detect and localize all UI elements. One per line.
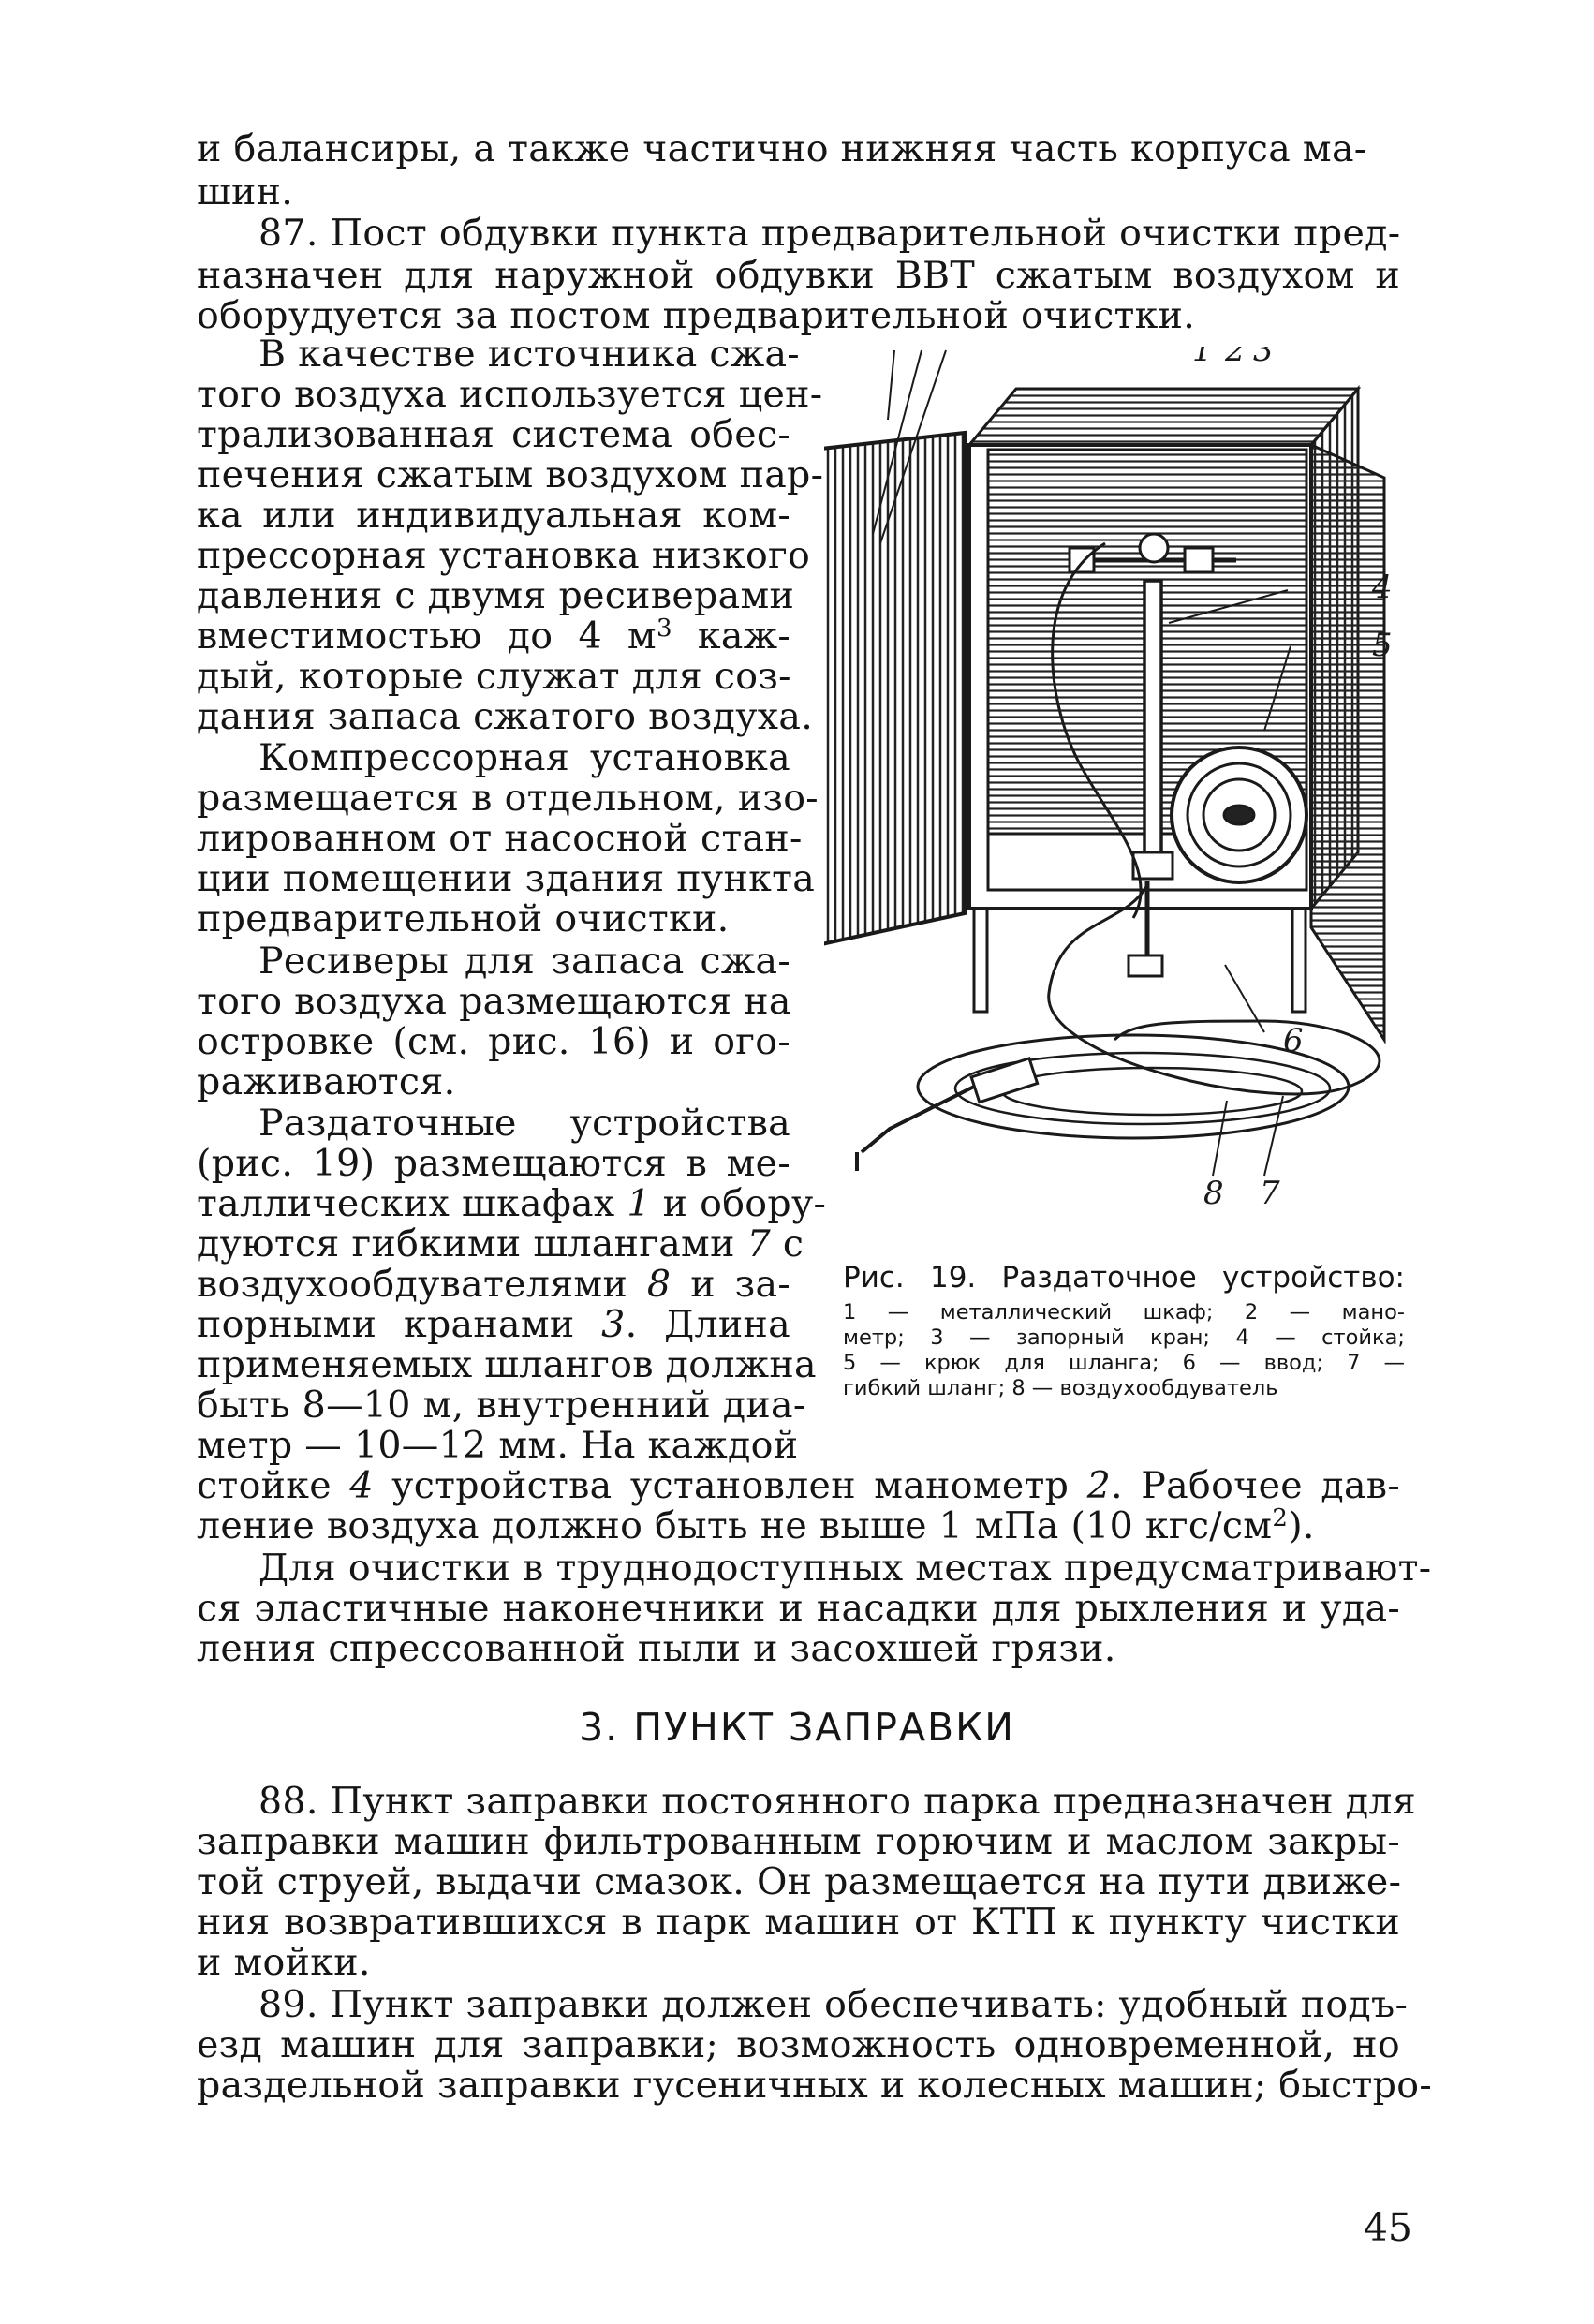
text-line: (рис. 19) размещаются в ме- [197, 1142, 790, 1185]
text-line: раздельной заправки гусеничных и колесных машин; быстро- [197, 2064, 1432, 2107]
text-line: того воздуха размещаются на [197, 980, 791, 1023]
text-line: и мойки. [197, 1941, 371, 1984]
text-line: островке (см. рис. 16) и ого- [197, 1020, 790, 1063]
figure-caption-title: Рис. 19. Раздаточное устройство: [843, 1261, 1405, 1295]
manometer [1140, 534, 1168, 562]
text-line: ния возвратившихся в парк машин от КТП к пункту чистки [197, 1901, 1400, 1944]
text-line: быть 8—10 м, внутренний диа- [197, 1384, 806, 1427]
label-3: 3 [1253, 347, 1274, 369]
air-blower [862, 1087, 974, 1152]
left-door [824, 433, 965, 946]
figure-19 [824, 347, 1433, 1236]
label-1: 1 [1192, 347, 1213, 369]
figure-caption-line: 1 — металлический шкаф; 2 — мано- [843, 1300, 1405, 1325]
text-line: шин. [197, 170, 294, 214]
text-line: заправки машин фильтрованным горючим и маслом закры- [197, 1820, 1400, 1863]
paragraph-88-start: 88. Пункт заправки постоянного парка предназначен для [258, 1780, 1416, 1823]
text-line: дый, которые служат для соз- [197, 655, 791, 698]
text-line: дуются гибкими шлангами 7 с [197, 1222, 804, 1266]
text-line: ления спрессованной пыли и засохшей грязи. [197, 1627, 1116, 1670]
stand-column [1144, 581, 1161, 862]
cabinet-top [969, 389, 1358, 445]
label-8: 8 [1203, 1175, 1224, 1212]
text-line: ка или индивидуальная ком- [197, 494, 790, 537]
label-2: 2 [1225, 347, 1246, 369]
figure-caption-line: гибкий шланг; 8 — воздухообдуватель [843, 1376, 1278, 1400]
text-line: таллических шкафах 1 и обору- [197, 1182, 827, 1225]
shutoff-valve [1185, 548, 1213, 572]
text-line: Компрессорная установка [258, 736, 790, 779]
text-line: давления с двумя ресиверами [197, 574, 795, 617]
text-line: воздухообдувателями 8 и за- [197, 1263, 790, 1306]
paragraph-89-start: 89. Пункт заправки должен обеспечивать: удобный подъ- [258, 1983, 1409, 2026]
text-line: ся эластичные наконечники и насадки для рыхления и уда- [197, 1587, 1400, 1630]
label-7: 7 [1260, 1175, 1280, 1212]
text-line: печения сжатым воздухом пар- [197, 453, 824, 496]
text-line: Для очистки в труднодоступных местах предусматривают- [258, 1547, 1432, 1590]
label-4: 4 [1372, 569, 1393, 606]
text-line: той струей, выдачи смазок. Он размещается на пути движе- [197, 1860, 1402, 1903]
figure-caption-line: метр; 3 — запорный кран; 4 — стойка; [843, 1325, 1405, 1350]
section-heading: 3. ПУНКТ ЗАПРАВКИ [579, 1705, 1015, 1750]
text-line: В качестве источника сжа- [258, 333, 800, 376]
text-line: вместимостью до 4 $м^3$ каж- [197, 614, 790, 658]
dispensing-cabinet-drawing [824, 347, 1433, 1236]
figure-caption-line: 5 — крюк для шланга; 6 — ввод; 7 — [843, 1351, 1405, 1375]
text-line: ление воздуха должно быть не выше 1 мПа (10 кгс/$см^2$). [197, 1504, 1315, 1547]
text-line: езд машин для заправки; возможность одновременной, но [197, 2023, 1400, 2066]
cabinet-leg-right [1292, 909, 1306, 1012]
text-line: применяемых шлангов должна [197, 1343, 817, 1386]
right-door [1311, 445, 1384, 1040]
text-line: Ресиверы для запаса сжа- [258, 940, 790, 983]
text-line: того воздуха используется цен- [197, 373, 823, 416]
text-line: размещается в отдельном, изо- [197, 777, 819, 820]
text-line: стойке 4 устройства установлен манометр 2. Рабочее дав- [197, 1464, 1400, 1507]
text-line: порными кранами 3. Длина [197, 1303, 791, 1346]
text-line: раживаются. [197, 1060, 456, 1103]
text-line: метр — 10—12 мм. На каждой [197, 1424, 799, 1467]
paragraph-87-start: 87. Пост обдувки пункта предварительной очистки пред- [258, 212, 1401, 255]
text-line: трализованная система обес- [197, 413, 790, 456]
text-line: предварительной очистки. [197, 897, 730, 940]
page-number: 45 [1363, 2205, 1412, 2250]
text-line: назначен для наружной обдувки ВВТ сжатым воздухом и [197, 254, 1400, 297]
text-line: Раздаточные устройства [258, 1102, 790, 1145]
label-6: 6 [1283, 1022, 1304, 1059]
label-5: 5 [1372, 627, 1393, 664]
text-line: лированном от насосной стан- [197, 817, 803, 860]
text-line: ции помещении здания пункта [197, 857, 816, 900]
text-line: дания запаса сжатого воздуха. [197, 695, 814, 738]
cabinet-leg-left [974, 909, 987, 1012]
text-line: оборудуется за постом предварительной очистки. [197, 294, 1196, 337]
text-line: прессорная установка низкого [197, 534, 811, 577]
text-line: и балансиры, а также частично нижняя часть корпуса ма- [197, 127, 1367, 170]
